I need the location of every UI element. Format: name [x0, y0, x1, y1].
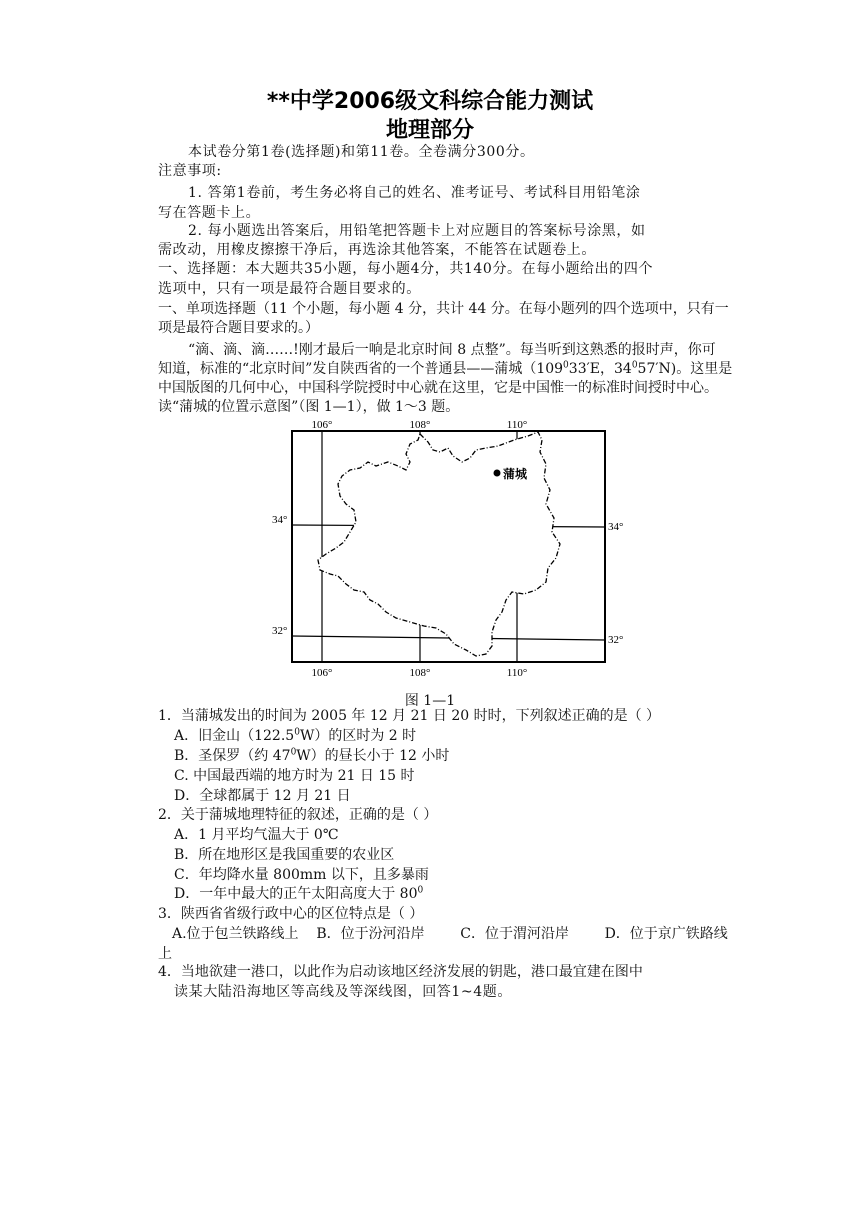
passage-line: 中国版图的几何中心，中国科学院授时中心就在这里，它是中国惟一的标准时间授时中心。 [158, 380, 718, 396]
lat-label-left: 32° [272, 625, 288, 637]
lon-label-top: 110° [506, 419, 528, 431]
option [174, 884, 423, 904]
option-text: W）的区时为 2 时 [299, 728, 417, 744]
passage-line [158, 359, 732, 379]
lat-label-right: 32° [608, 634, 624, 646]
intro-line: 一、选择题：本大题共35小题，每小题4分，共140分。在每小题给出的四个 [158, 261, 654, 277]
degree-mark: 0 [563, 360, 569, 371]
option: D．全球都属于 12 月 21 日 [174, 788, 351, 804]
option: B．所在地形区是我国重要的农业区 [174, 847, 395, 863]
city-label: 蒲城 [503, 467, 528, 481]
lon-label-bottom: 108° [409, 667, 431, 679]
option-wrap: 上 [158, 946, 172, 962]
passage-text: 知道，标准的“北京时间”发自陕西省的一个普通县——蒲城（109 [158, 361, 564, 377]
degree-mark: 0 [631, 360, 638, 371]
question-stem: 3．陕西省省级行政中心的区位特点是（ ） [158, 906, 424, 922]
intro-line: 注意事项: [158, 163, 222, 179]
passage-text: 33′E，34 [568, 361, 632, 377]
intro-line: 项是最符合题目要求的。） [158, 320, 319, 336]
intro-line: 写在答题卡上。 [158, 205, 261, 221]
intro-line: 一、单项选择题（11 个小题，每小题 4 分，共计 44 分。在每小题列的四个选项中，只有一 [158, 301, 729, 317]
passage-text: 57′N)。这里是 [637, 361, 733, 377]
option: C. 中国最西端的地方时为 21 日 15 时 [174, 768, 415, 784]
page-subtitle: 地理部分 [385, 118, 474, 143]
option-text: W）的昼长小于 12 小时 [296, 748, 450, 764]
lon-label-top: 106° [311, 419, 333, 431]
option-text: D．一年中最大的正午太阳高度大于 80 [174, 886, 418, 902]
question-stem: 4．当地欲建一港口，以此作为启动该地区经济发展的钥匙，港口最宜建在图中 [158, 964, 643, 980]
passage-line: “滴、滴、滴……!刚才最后一响是北京时间 8 点整”。每当听到这熟悉的报时声，你可 [188, 342, 716, 358]
option: C．年均降水量 800mm 以下，且多暴雨 [174, 867, 429, 883]
question-stem: 1．当蒲城发出的时间为 2005 年 12 月 21 日 20 时时，下列叙述正确的是（ ） [158, 708, 661, 724]
option-text: B．圣保罗（约 47 [174, 748, 291, 764]
intro-line: 选项中，只有一项是最符合题目要求的。 [158, 281, 421, 297]
figure-caption: 图 1—1 [404, 693, 456, 709]
degree-mark: 0 [290, 747, 297, 758]
question-stem: 2．关于蒲城地理特征的叙述，正确的是（ ） [158, 807, 438, 823]
instruction-note: 读某大陆沿海地区等高线及等深线图，回答1~4题。 [174, 984, 512, 1000]
lat-label-left: 34° [272, 514, 288, 526]
page-title: **中学2006级文科综合能力测试 [266, 89, 594, 114]
lon-label-top: 108° [409, 419, 431, 431]
intro-line: 本试卷分第1卷(选择题)和第11卷。全卷满分300分。 [188, 144, 535, 160]
intro-line: 1. 答第1卷前，考生务必将自己的姓名、准考证号、考试科目用铅笔涂 [188, 185, 641, 201]
province-boundary [318, 432, 560, 656]
passage-line: 读“蒲城的位置示意图”（图 1—1），做 1～3 题。 [158, 399, 460, 415]
option: A．1 月平均气温大于 0℃ [174, 827, 339, 843]
option [174, 726, 416, 746]
option-text: A．旧金山（122.5 [174, 728, 295, 744]
lon-label-bottom: 106° [311, 667, 333, 679]
degree-mark: 0 [417, 885, 424, 896]
intro-line: 2. 每小题选出答案后，用铅笔把答题卡上对应题目的答案标号涂黑，如 [188, 223, 646, 239]
option [174, 746, 449, 766]
location-map [270, 414, 624, 686]
degree-mark: 0 [294, 727, 300, 738]
intro-line: 需改动，用橡皮擦擦干净后，再选涂其他答案，不能答在试题卷上。 [158, 242, 596, 258]
city-dot [494, 470, 501, 477]
lat-label-right: 34° [608, 521, 624, 533]
lon-label-bottom: 110° [506, 667, 528, 679]
option: A.位于包兰铁路线上 B．位于汾河沿岸 C．位于渭河沿岸 D．位于京广铁路线 [172, 926, 728, 942]
